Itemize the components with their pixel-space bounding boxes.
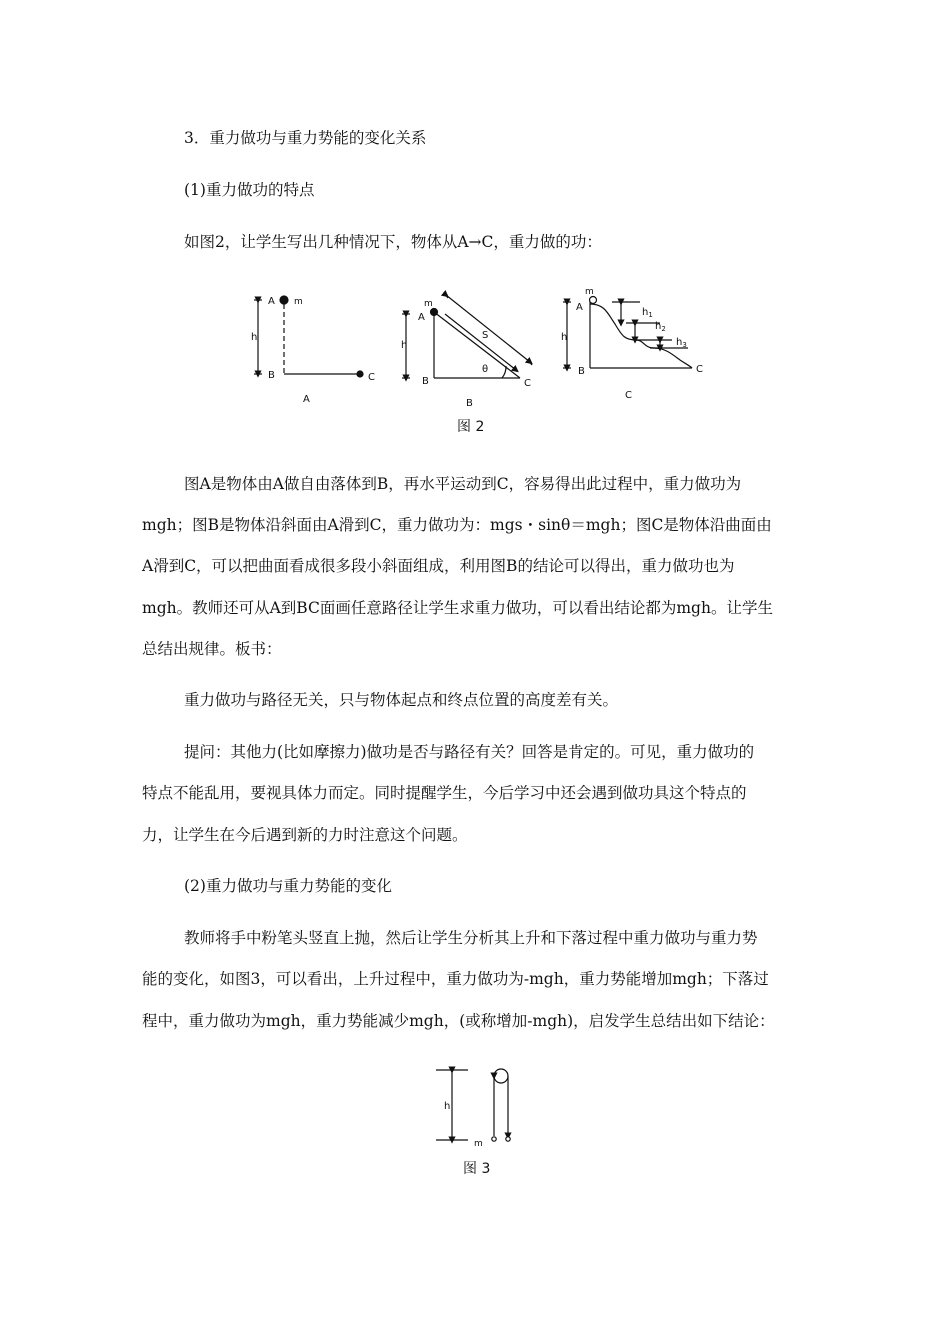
figure-2-diagram	[240, 287, 720, 409]
label-height-c: h	[561, 332, 568, 343]
subsection-heading-2: (2)重力做功与重力势能的变化	[184, 877, 392, 895]
panel-c-diagram	[561, 287, 703, 401]
para2-line-1: 提问：其他力(比如摩擦力)做功是否与路径有关？回答是肯定的。可见，重力做功的	[184, 743, 755, 761]
label-point-c-b: C	[524, 378, 531, 389]
label-slope-s: S	[482, 330, 489, 341]
label-h1: $h_1$	[642, 307, 653, 319]
top-turnaround-circle	[494, 1069, 508, 1083]
para1-line-4: mgh。教师还可从A到BC面画任意路径让学生求重力做功，可以看出结论都为mgh。让学生	[142, 599, 773, 617]
label-mass-c: m	[585, 287, 594, 297]
para3-line-3: 程中，重力做功为mgh，重力势能减少mgh，(或称增加-mgh)，启发学生总结出如下结论：	[142, 1012, 775, 1030]
para1-line-2: mgh；图B是物体沿斜面由A滑到C，重力做功为：mgs・sinθ＝mgh；图C是物体沿曲面由	[142, 516, 772, 534]
panel-a-label: A	[303, 394, 310, 405]
para1-line-5: 总结出规律。板书：	[142, 640, 282, 658]
figure-3-diagram	[432, 1064, 532, 1148]
para3-line-2: 能的变化，如图3，可以看出，上升过程中，重力做功为-mgh，重力势能增加mgh；下落过	[142, 970, 769, 988]
label-point-b-c: B	[578, 366, 585, 377]
label-point-a: A	[268, 296, 275, 307]
chalk-end-dot	[506, 1137, 510, 1141]
label-point-b-b: B	[422, 376, 429, 387]
section-heading: 3．重力做功与重力势能的变化关系	[184, 129, 427, 147]
para1-line-3: A滑到C，可以把曲面看成很多段小斜面组成，利用图B的结论可以得出，重力做功也为	[142, 557, 735, 575]
panel-a-diagram	[251, 296, 375, 405]
subsection-heading-1: (1)重力做功的特点	[184, 181, 315, 199]
label-point-b: B	[268, 370, 275, 381]
label-mass-fig3: m	[474, 1139, 483, 1149]
board-statement: 重力做功与路径无关，只与物体起点和终点位置的高度差有关。	[184, 691, 619, 709]
para3-line-1: 教师将手中粉笔头竖直上抛，然后让学生分析其上升和下落过程中重力做功与重力势	[184, 929, 758, 947]
figure-2-caption: 图 2	[457, 419, 485, 435]
end-dot-c	[357, 371, 363, 377]
panel-c-label: C	[625, 390, 632, 401]
para2-line-3: 力，让学生在今后遇到新的力时注意这个问题。	[142, 826, 468, 844]
figure-3-caption: 图 3	[463, 1161, 491, 1177]
label-point-c-c: C	[696, 364, 703, 375]
para2-line-2: 特点不能乱用，要视具体力而定。同时提醒学生，今后学习中还会遇到做功具这个特点的	[142, 784, 747, 802]
label-height: h	[251, 332, 258, 343]
intro-paragraph: 如图2，让学生写出几种情况下，物体从A→C，重力做的功：	[184, 233, 602, 251]
para1-line-1: 图A是物体由A做自由落体到B，再水平运动到C，容易得出此过程中，重力做功为	[184, 475, 742, 493]
label-point-a-c: A	[576, 302, 583, 313]
panel-b-diagram	[401, 293, 532, 409]
mass-dot-a	[280, 296, 288, 304]
label-mass: m	[294, 297, 303, 307]
label-point-c: C	[368, 372, 375, 383]
chalk-start-dot	[492, 1137, 496, 1141]
label-h3: $h_3$	[676, 337, 687, 349]
label-h2: $h_2$	[655, 321, 666, 333]
label-mass-b: m	[424, 299, 433, 309]
label-point-a-b: A	[418, 312, 425, 323]
label-height-fig3: h	[444, 1101, 451, 1112]
label-angle: θ	[482, 364, 489, 375]
label-height-b: h	[401, 340, 408, 351]
panel-b-label: B	[466, 398, 473, 409]
